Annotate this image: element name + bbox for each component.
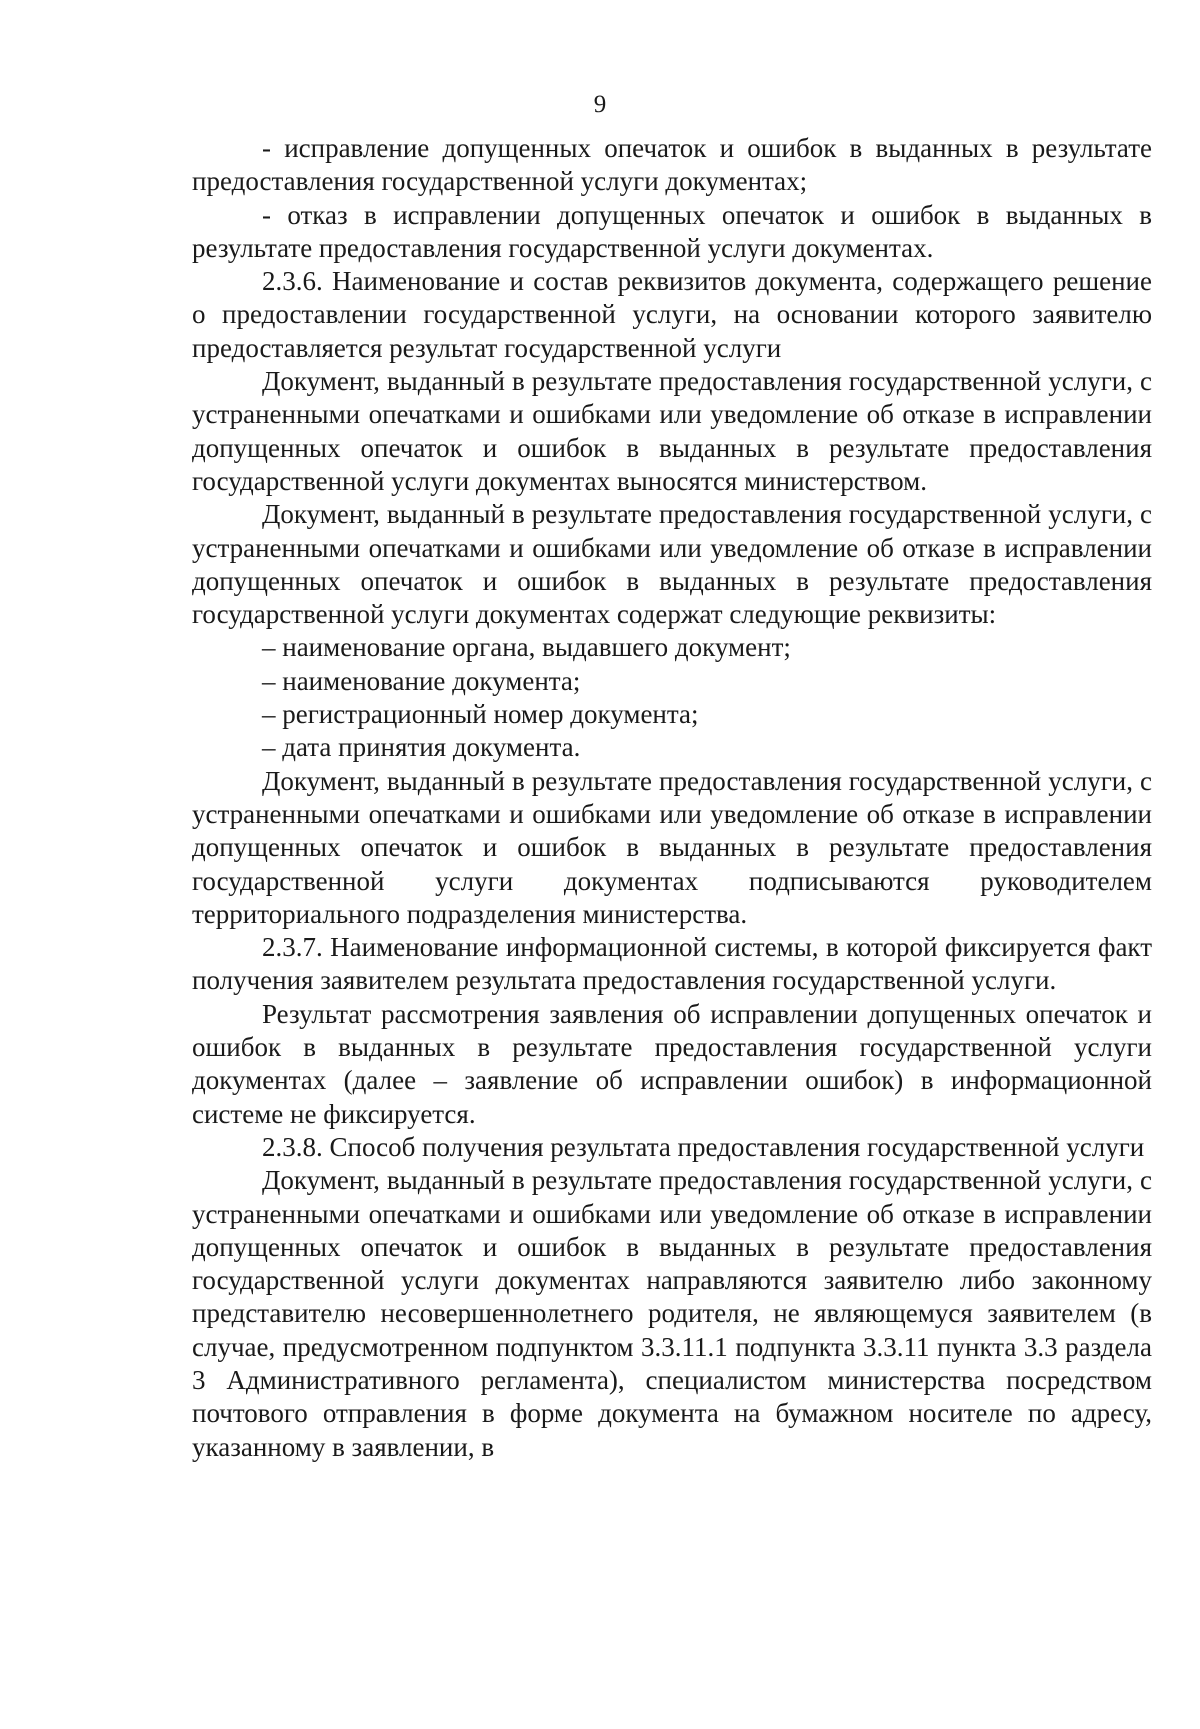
list-item-registration-number: – регистрационный номер документа; [262, 699, 699, 730]
list-item-issuing-authority: – наименование органа, выдавшего документ; [262, 632, 791, 663]
list-item-adoption-date: – дата принятия документа. [262, 732, 581, 763]
section-heading-2-3-8: 2.3.8. Способ получения результата предоставления государственной услуги [262, 1131, 1145, 1162]
paragraph-issued-by: Документ, выданный в результате предоставления государственной услуги, с устраненными опечатками и ошибками или уведомление об отказе в исправлении допущенных опечаток и ошибок в выданных в результате предоставления государственной услуги документах выносятся министерством. [192, 366, 1152, 496]
paragraph-requisites-intro: Документ, выданный в результате предоставления государственной услуги, с устраненными опечатками и ошибками или уведомление об отказе в исправлении допущенных опечаток и ошибок в выданных в результате предоставления государственной услуги документах содержат следующие реквизиты: [192, 499, 1152, 630]
paragraph-not-recorded: Результат рассмотрения заявления об исправлении допущенных опечаток и ошибок в выданных в результате предоставления государственной услуги документах (далее – заявление об исправлении ошибок) в информационной системе не фиксируется. [192, 998, 1152, 1129]
list-item-document-name: – наименование документа; [262, 665, 581, 696]
paragraph-correction-item: - исправление допущенных опечаток и ошибок в выданных в результате предоставления государственной услуги документах; [192, 133, 1152, 197]
paragraph-delivery-method: Документ, выданный в результате предоставления государственной услуги, с устраненными опечатками и ошибками или уведомление об отказе в исправлении допущенных опечаток и ошибок в выданных в результате предоставления государственной услуги документах направляются заявителю либо законному представителю несовершеннолетнего родителя, не являющемуся заявителем (в случае, предусмотренном подпунктом 3.3.11.1 подпункта 3.3.11 пункта 3.3 раздела 3 Административного регламента), специалистом министерства посредством почтового отправления в форме документа на бумажном носителе по адресу, указанному в заявлении, в [192, 1165, 1152, 1462]
document-body [192, 132, 1152, 1464]
section-heading-2-3-6: 2.3.6. Наименование и состав реквизитов документа, содержащего решение о предоставлении государственной услуги, на основании которого заявителю предоставляется результат государственной услуги [192, 266, 1152, 363]
paragraph-signed-by: Документ, выданный в результате предоставления государственной услуги, с устраненными опечатками и ошибками или уведомление об отказе в исправлении допущенных опечаток и ошибок в выданных в результате предоставления государственной услуги документах подписываются руководителем территориального подразделения министерства. [192, 765, 1152, 929]
page-number: 9 [593, 91, 607, 118]
paragraph-refusal-item: - отказ в исправлении допущенных опечаток и ошибок в выданных в результате предоставления государственной услуги документах. [192, 199, 1152, 263]
section-heading-2-3-7: 2.3.7. Наименование информационной системы, в которой фиксируется факт получения заявителем результата предоставления государственной услуги. [192, 932, 1152, 996]
